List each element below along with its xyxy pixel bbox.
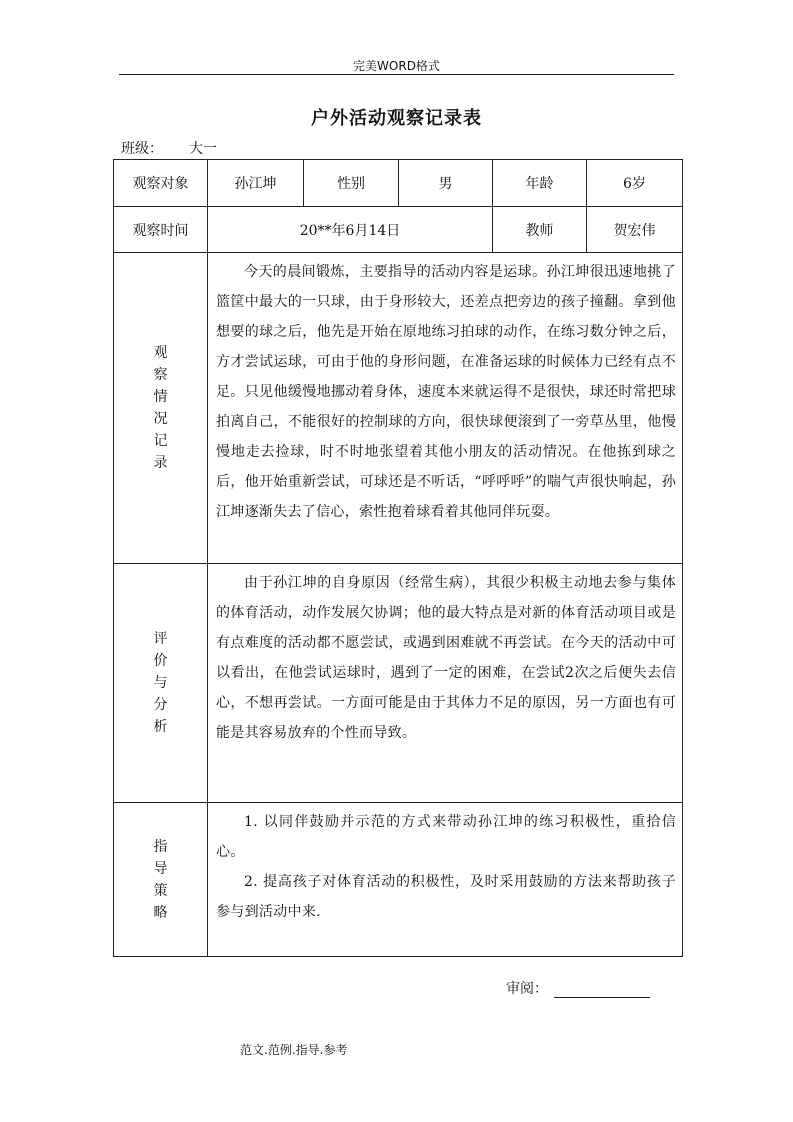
form-title: 户外活动观察记录表 (311, 108, 482, 129)
class-value: 大一 (163, 140, 267, 160)
strategy-paragraph-2: 2. 提高孩子对体育活动的积极性，及时采用鼓励的方法来帮助孩子参与到活动中来. (216, 874, 676, 920)
evaluation-label-chars: 评 价 与 分 析 (153, 631, 168, 735)
table-row (114, 160, 683, 207)
age-value: 6岁 (587, 160, 683, 207)
strategy-content (208, 803, 683, 957)
review-label: 审阅： (506, 981, 548, 997)
strategy-label (114, 803, 208, 957)
review-signature-line (554, 980, 650, 998)
class-row (121, 138, 267, 160)
strategy-label-chars: 指 导 策 略 (153, 838, 168, 921)
gender-value: 男 (399, 160, 493, 207)
observation-content (208, 253, 683, 564)
observation-label (114, 253, 208, 564)
header-divider (119, 74, 674, 75)
observation-paragraph: 今天的晨间锻炼，主要指导的活动内容是运球。孙江坤很迅速地挑了篮筐中最大的一只球，由于身形较大，还差点把旁边的孩子撞翻。拿到他想要的球之后，他先是开始在原地练习拍球的动作，在练习数分钟之后，方才尝试运球，可由于他的身形问题，在准备运球的时候体力已经有点不足。只见他缓慢地挪动着身体，速度本来就运得不是很快，球还时常把球拍离自己，不能很好的控制球的方向，很快球便滚到了一旁草丛里，他慢慢地走去捡球，时不时地张望着其他小朋友的活动情况。在他拣到球之后，他开始重新尝试，可球还是不听话，“呼呼呼”的喘气声很快响起，孙江坤逐渐失去了信心，索性抱着球看着其他同伴玩耍。 (216, 264, 676, 520)
evaluation-paragraph: 由于孙江坤的自身原因（经常生病），其很少积极主动地去参与集体的体育活动，动作发展欠协调；他的最大特点是对新的体育活动项目或是有点难度的活动都不愿尝试，或遇到困难就不再尝试。在今天的活动中可以看出，在他尝试运球时，遇到了一定的困难，在尝试2次之后便失去信心，不想再尝试。一方面可能是由于其体力不足的原因，另一方面也有可能是其容易放弃的个性而导致。 (216, 575, 676, 741)
table-row (114, 253, 683, 564)
age-label: 年龄 (493, 160, 587, 207)
page-header: 完美WORD格式 (353, 59, 440, 73)
gender-label: 性别 (304, 160, 399, 207)
observation-label-chars: 观 察 情 况 记 录 (153, 345, 168, 471)
evaluation-label (114, 564, 208, 803)
subject-label: 观察对象 (114, 160, 208, 207)
time-label: 观察时间 (114, 207, 208, 253)
evaluation-content (208, 564, 683, 803)
teacher-label: 教师 (493, 207, 587, 253)
page-footer: 范文.范例.指导.参考 (240, 1043, 348, 1057)
strategy-paragraph-1: 1. 以同伴鼓励并示范的方式来带动孙江坤的练习积极性，重拾信心。 (216, 814, 676, 860)
subject-value: 孙江坤 (208, 160, 304, 207)
observation-table (113, 159, 683, 957)
time-value: 20**年6月14日 (208, 207, 493, 253)
table-row (114, 207, 683, 253)
review-signature (506, 978, 650, 998)
table-row (114, 564, 683, 803)
teacher-value: 贺宏伟 (587, 207, 683, 253)
class-label: 班级： (121, 141, 163, 157)
table-row (114, 803, 683, 957)
